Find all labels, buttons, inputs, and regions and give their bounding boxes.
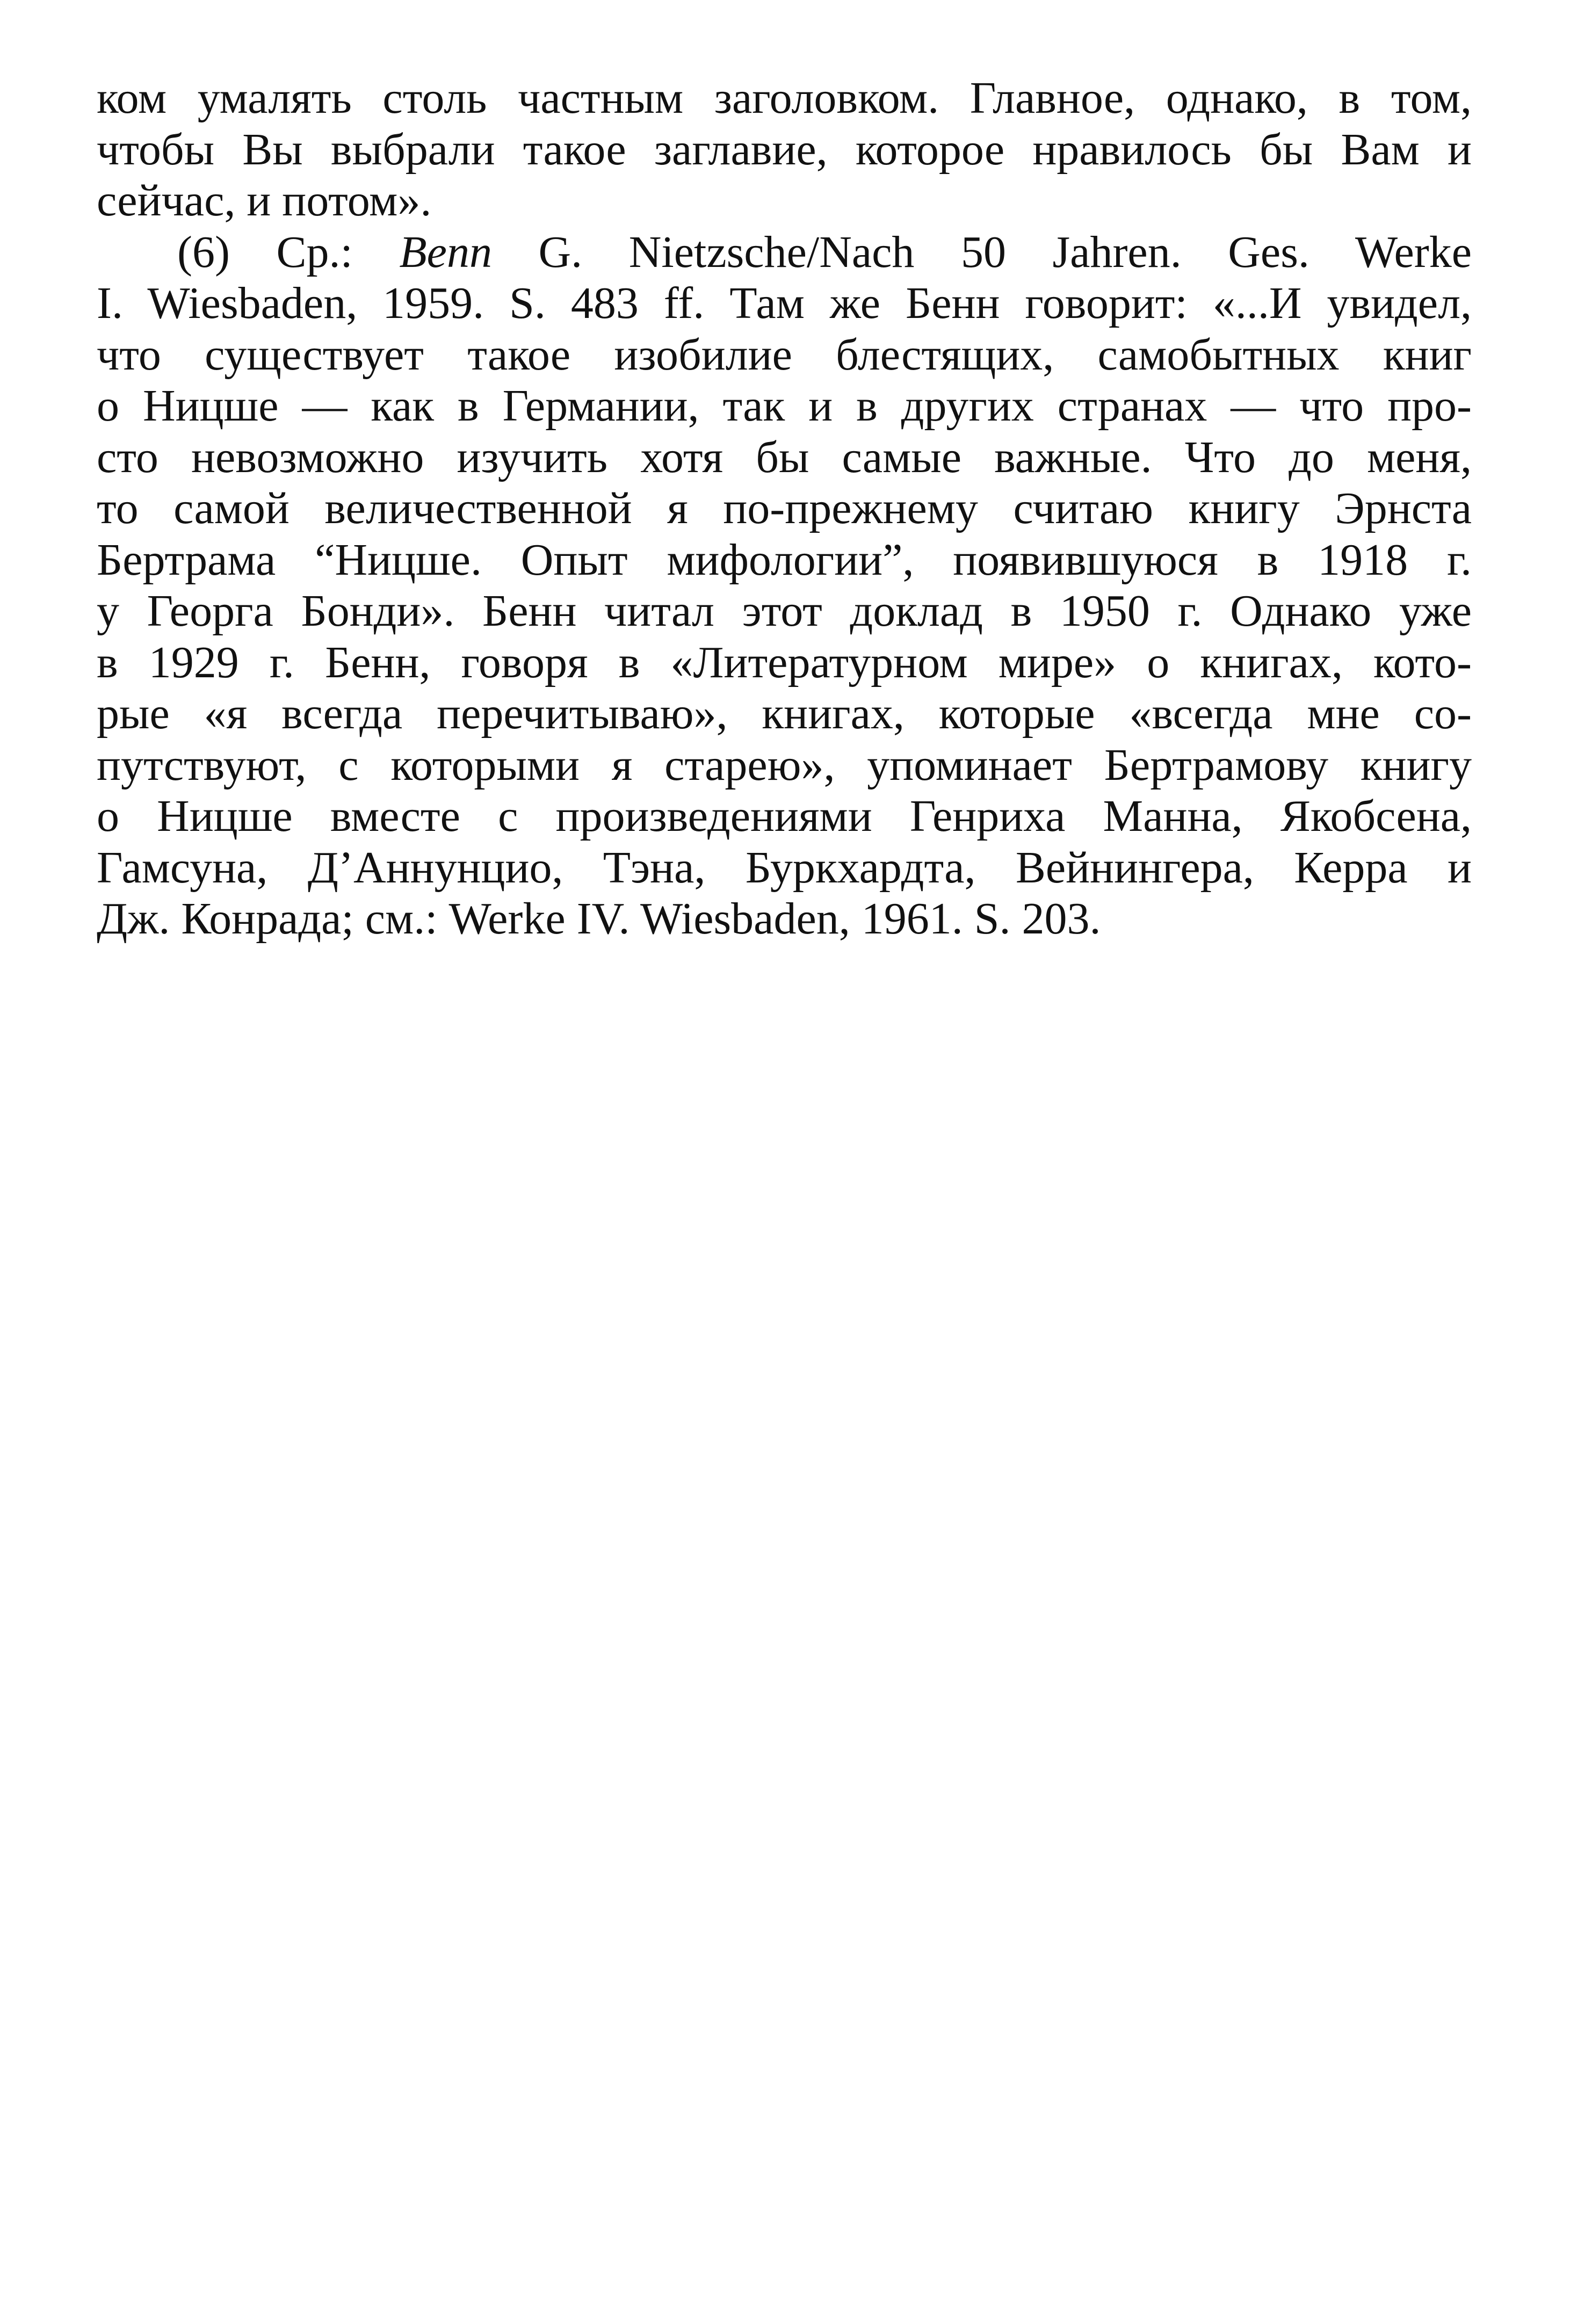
text-line: о Ницше — как в Германии, так и в других странах — что про- bbox=[97, 381, 1472, 431]
author-name-italic: Benn bbox=[399, 227, 492, 277]
text-line: у Георга Бонди». Бенн читал этот доклад в 1950 г. Однако уже bbox=[97, 586, 1472, 636]
text-line: Дж. Конрада; см.: Werke IV. Wiesbaden, 1961. S. 203. bbox=[97, 894, 1101, 944]
document-page bbox=[97, 73, 1472, 2253]
text-line: Гамсуна, Д’Аннунцио, Тэна, Буркхардта, Вейнингера, Керра и bbox=[97, 842, 1472, 893]
text-line: в 1929 г. Бенн, говоря в «Литературном мире» о книгах, кото- bbox=[97, 637, 1472, 687]
text-line: сейчас, и потом». bbox=[97, 176, 432, 226]
text-line: I. Wiesbaden, 1959. S. 483 ff. Там же Бенн говорит: «...И увидел, bbox=[97, 278, 1472, 328]
text-line: ком умалять столь частным заголовком. Главное, однако, в том, bbox=[97, 73, 1472, 123]
text-line: путствуют, с которыми я старею», упоминает Бертрамову книгу bbox=[97, 740, 1472, 790]
text-line: о Ницше вместе с произведениями Генриха Манна, Якобсена, bbox=[97, 791, 1472, 841]
text-line: (6) Ср.: Benn G. Nietzsche/Nach 50 Jahren. Ges. Werke bbox=[177, 227, 1472, 277]
text-line: что существует такое изобилие блестящих, самобытных книг bbox=[97, 329, 1472, 380]
text-line: Бертрама “Ницше. Опыт мифологии”, появившуюся в 1918 г. bbox=[97, 534, 1472, 585]
text-line: чтобы Вы выбрали такое заглавие, которое нравилось бы Вам и bbox=[97, 124, 1472, 175]
text-line: рые «я всегда перечитываю», книгах, которые «всегда мне со- bbox=[97, 689, 1472, 739]
text-line: сто невозможно изучить хотя бы самые важные. Что до меня, bbox=[97, 432, 1472, 482]
footnote-6 bbox=[97, 227, 1472, 945]
paragraph-continuation bbox=[97, 73, 1472, 227]
text-line: то самой величественной я по-прежнему считаю книгу Эрнста bbox=[97, 483, 1472, 533]
